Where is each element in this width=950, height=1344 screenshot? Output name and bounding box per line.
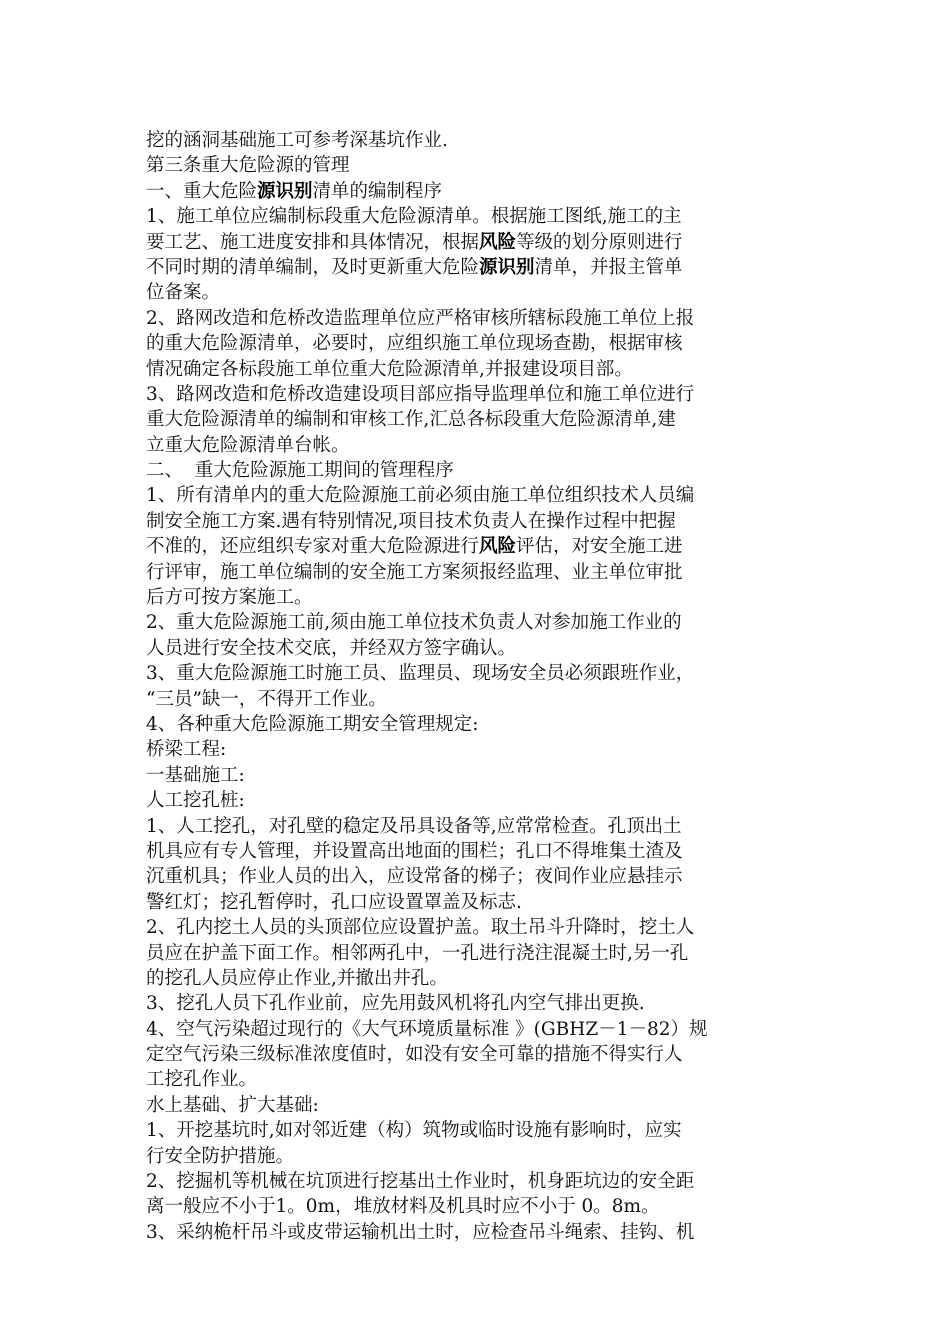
- text-segment: 1、施工单位应编制标段重大危险源清单。根据施工图纸,施工的主: [146, 206, 682, 228]
- text-line: [146, 1144, 816, 1169]
- text-line: [146, 280, 816, 305]
- text-segment: 要工艺、施工进度安排和具体情况，根据: [146, 231, 480, 253]
- text-segment: 行安全防护措施。: [146, 1145, 295, 1167]
- text-line: [146, 407, 816, 432]
- text-line: [146, 433, 816, 458]
- text-segment: 2、挖掘机等机械在坑顶进行挖基出土作业时，机身距坑边的安全距: [146, 1171, 695, 1193]
- text-line: [146, 357, 816, 382]
- text-line: [146, 255, 816, 280]
- text-line: [146, 687, 816, 712]
- text-line: [146, 585, 816, 610]
- text-line: [146, 636, 816, 661]
- text-line: [146, 382, 816, 407]
- text-line: [146, 1169, 816, 1194]
- text-line: [146, 712, 816, 737]
- text-segment: 人员进行安全技术交底，并经双方签字确认。: [146, 637, 517, 659]
- text-segment: 员应在护盖下面工作。相邻两孔中，一孔进行浇注混凝土时,另一孔: [146, 942, 689, 964]
- text-line: [146, 483, 816, 508]
- text-segment: 2、路网改造和危桥改造监理单位应严格审核所辖标段施工单位上报: [146, 307, 695, 329]
- text-segment: 人工挖孔桩:: [146, 790, 245, 812]
- text-segment: 的挖孔人员应停止作业,并撤出井孔。: [146, 967, 448, 989]
- text-line: [146, 610, 816, 635]
- text-segment: 沉重机具；作业人员的出入，应设常备的梯子；夜间作业应悬挂示: [146, 866, 683, 888]
- text-line: [146, 534, 816, 559]
- text-segment: 3、采纳桅杆吊斗或皮带运输机出土时，应检查吊斗绳索、挂钩、机: [146, 1221, 695, 1243]
- text-line: [146, 737, 816, 762]
- text-segment: 等级的划分原则进行: [516, 231, 683, 253]
- text-segment: 后方可按方案施工。: [146, 587, 313, 609]
- text-line: [146, 306, 816, 331]
- bold-keyword: 源识别: [479, 256, 535, 278]
- text-line: [146, 230, 816, 255]
- text-line: [146, 204, 816, 229]
- bold-keyword: 风险: [479, 231, 517, 253]
- text-segment: 一、重大危险: [146, 180, 258, 202]
- text-line: [146, 661, 816, 686]
- text-segment: 3、重大危险源施工时施工员、监理员、现场安全员必须跟班作业，: [146, 663, 695, 685]
- text-segment: 警红灯；挖孔暂停时，孔口应设置罩盖及标志.: [146, 891, 522, 913]
- text-segment: 的重大危险源清单，必要时，应组织施工单位现场查勘，根据审核: [146, 333, 683, 355]
- text-line: [146, 1067, 816, 1092]
- text-segment: 不准的，还应组织专家对重大危险源进行: [146, 536, 480, 558]
- text-segment: 定空气污染三级标准浓度值时，如没有安全可靠的措施不得实行人: [146, 1044, 683, 1066]
- text-segment: 立重大危险源清单台帐。: [146, 434, 350, 456]
- text-segment: 位备案。: [146, 282, 221, 304]
- text-segment: 制安全施工方案.遇有特别情况,项目技术负责人在操作过程中把握: [146, 510, 676, 532]
- text-segment: 行评审，施工单位编制的安全施工方案须报经监理、业主单位审批: [146, 561, 683, 583]
- text-line: [146, 331, 816, 356]
- text-line: [146, 128, 816, 153]
- text-line: [146, 839, 816, 864]
- text-line: [146, 1042, 816, 1067]
- text-segment: 挖的涵洞基础施工可参考深基坑作业.: [146, 130, 448, 151]
- text-segment: 工挖孔作业。: [146, 1069, 258, 1091]
- text-line: [146, 1220, 816, 1245]
- text-segment: 评估，对安全施工进: [516, 536, 683, 558]
- text-segment: 2、孔内挖土人员的头顶部位应设置护盖。取土吊斗升降时，挖土人: [146, 917, 695, 939]
- text-segment: 3、挖孔人员下孔作业前，应先用鼓风机将孔内空气排出更换.: [146, 993, 645, 1015]
- text-line: [146, 153, 816, 178]
- text-line: [146, 763, 816, 788]
- text-line: [146, 814, 816, 839]
- text-line: [146, 788, 816, 813]
- bold-keyword: 源识别: [257, 180, 313, 202]
- text-segment: 水上基础、扩大基础:: [146, 1094, 319, 1116]
- text-segment: 1、开挖基坑时,如对邻近建（构）筑物或临时设施有影响时，应实: [146, 1120, 682, 1142]
- text-segment: 一基础施工:: [146, 764, 245, 786]
- text-segment: 第三条重大危险源的管理: [146, 155, 350, 177]
- text-segment: 清单的编制程序: [312, 180, 443, 202]
- text-line: [146, 509, 816, 534]
- text-segment: 3、路网改造和危桥改造建设项目部应指导监理单位和施工单位进行: [146, 383, 695, 405]
- text-segment: 1、人工挖孔，对孔壁的稳定及吊具设备等,应常常检查。孔顶出土: [146, 815, 682, 837]
- text-segment: 4、各种重大危险源施工期安全管理规定:: [146, 713, 479, 735]
- text-line: [146, 941, 816, 966]
- text-segment: 清单，并报主管单: [534, 256, 683, 278]
- text-line: [146, 179, 816, 204]
- text-segment: 2、重大危险源施工前,须由施工单位技术负责人对参加施工作业的: [146, 612, 682, 634]
- text-segment: 离一般应不小于1。0m，堆放材料及机具时应不小于 0。8m。: [146, 1196, 660, 1218]
- document-body: [146, 128, 816, 1245]
- text-line: [146, 890, 816, 915]
- text-line: [146, 864, 816, 889]
- text-segment: 不同时期的清单编制，及时更新重大危险: [146, 256, 480, 278]
- text-segment: 机具应有专人管理，并设置高出地面的围栏；孔口不得堆集土渣及: [146, 840, 683, 862]
- text-line: [146, 560, 816, 585]
- bold-keyword: 风险: [479, 536, 517, 558]
- text-line: [146, 1093, 816, 1118]
- text-segment: 4、空气污染超过现行的《大气环境质量标准 》(GBHZ－1－82）规: [146, 1018, 708, 1040]
- text-segment: “三员”缺一，不得开工作业。: [146, 688, 387, 710]
- text-segment: 桥梁工程:: [146, 739, 227, 761]
- text-segment: 情况确定各标段施工单位重大危险源清单,并报建设项目部。: [146, 358, 633, 380]
- text-line: [146, 1194, 816, 1219]
- text-line: [146, 1017, 816, 1042]
- text-segment: 二、 重大危险源施工期间的管理程序: [146, 460, 454, 482]
- text-line: [146, 1118, 816, 1143]
- text-line: [146, 458, 816, 483]
- text-line: [146, 966, 816, 991]
- text-line: [146, 991, 816, 1016]
- text-line: [146, 915, 816, 940]
- text-segment: 重大危险源清单的编制和审核工作,汇总各标段重大危险源清单,建: [146, 409, 676, 431]
- text-segment: 1、所有清单内的重大危险源施工前必须由施工单位组织技术人员编: [146, 485, 695, 507]
